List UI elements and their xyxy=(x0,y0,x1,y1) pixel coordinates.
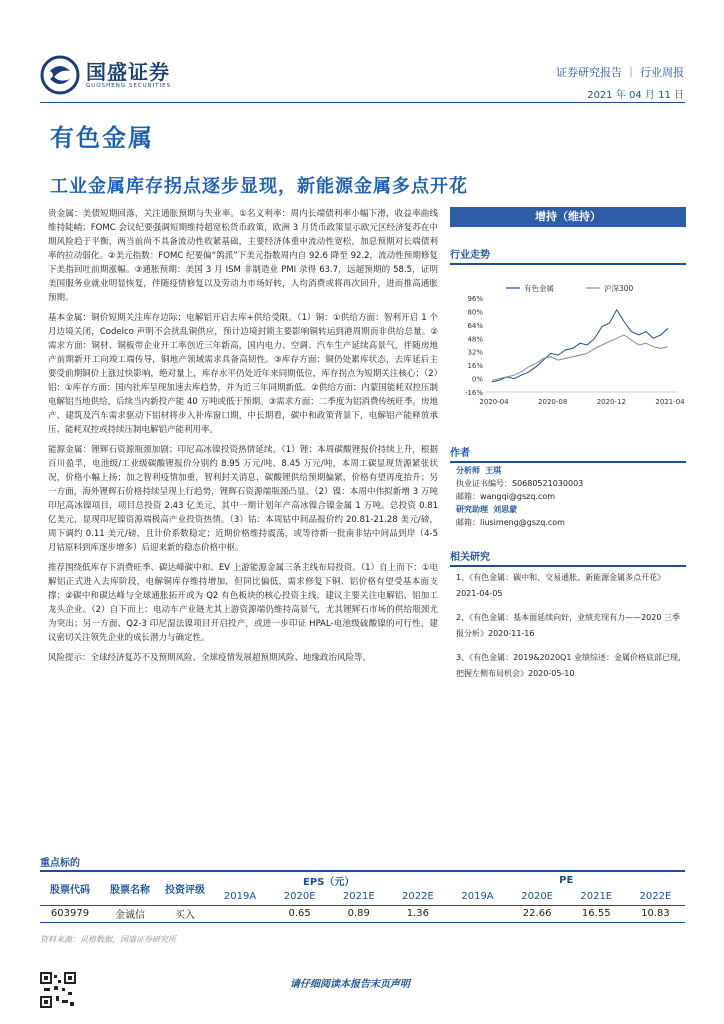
y-tick-label: 16% xyxy=(467,362,483,371)
header-year: 2019A xyxy=(447,888,507,905)
cell-rating: 买入 xyxy=(160,905,210,922)
qr-code-icon xyxy=(40,972,76,1008)
y-tick-label: 0% xyxy=(471,375,483,384)
cell-value: 22.66 xyxy=(508,905,567,922)
y-tick-label: 64% xyxy=(467,321,483,330)
table-row xyxy=(40,905,685,922)
report-type: 证券研究报告 ｜ 行业周报 xyxy=(556,66,684,79)
cell-code: 603979 xyxy=(40,905,100,922)
y-tick-label: 80% xyxy=(467,308,483,317)
header-year: 2022E xyxy=(626,888,685,905)
logo-en-text: GUOSHENG SECURITIES xyxy=(86,83,172,89)
report-body xyxy=(48,207,438,671)
related-list xyxy=(456,570,686,682)
y-tick-label: 96% xyxy=(467,295,483,303)
x-tick-label: 2020-08 xyxy=(538,398,568,406)
legend-label: 有色金属 xyxy=(524,284,554,293)
paragraph-recommendation: 推荐围绕低库存下消费旺季、碳达峰碳中和、EV 上游能源金属三条主线布局投资。（1）自上而下：①电解铝正式进入去库阶段，电解铜库存维持增加，但同比偏低，需求修复下铜、铝价格有望受基本面支撑；②碳中和碳达峰与全球通胀拓开或为 Q2 有色板块的核心投资主线，建议主要关注电解铝、铝加工龙头企业。（2）自下而上：电动车产业链尤其上游资源端仍维持高景气，尤其锂辉石市场的供给瓶颈尤为突出；另一方面、Q2-3 印尼湿法镍项目开启投产，或进一步印证 HPAL-电池级硫酸镍的可行性，建议密切关注领先企业的成长潜力与确定性。 xyxy=(48,563,438,643)
y-tick-label: 48% xyxy=(467,335,483,344)
header-year: 2021E xyxy=(329,888,388,905)
company-logo xyxy=(40,50,195,100)
y-tick-label: -16% xyxy=(464,389,483,397)
data-source: 资料来源：贝格数据，国盛证券研究所 xyxy=(40,935,176,944)
key-stocks-title: 重点标的 xyxy=(40,858,80,869)
header-name: 股票名称 xyxy=(100,871,160,905)
disclaimer: 请仔细阅读本报告末页声明 xyxy=(290,979,410,990)
cell-value: 16.55 xyxy=(567,905,626,922)
header-eps: EPS（元） xyxy=(210,871,447,888)
header-year: 2020E xyxy=(508,888,567,905)
related-item[interactable]: 3、《有色金属：2019&2020Q1 业绩综述：金属价格底部已现，把握左侧布局机会》2020-05-10 xyxy=(456,653,686,678)
trend-title: 行业走势 xyxy=(450,246,686,265)
assistant-email[interactable]: 邮箱：liusimeng@gszq.com xyxy=(456,518,565,527)
header-rating: 投资评级 xyxy=(160,871,210,905)
related-item[interactable]: 2、《有色金属：基本面延续向好，业绩充现有力——2020 三季报分析》2020-11-16 xyxy=(456,613,680,638)
header-year: 2022E xyxy=(388,888,447,905)
analyst-email[interactable]: 邮箱：wangqi@gszq.com xyxy=(456,492,556,501)
analyst-block xyxy=(456,464,686,529)
company-logo-icon xyxy=(40,55,80,95)
authors-title: 作者 xyxy=(450,444,686,463)
paragraph-risk: 风险提示：全球经济复苏不及预期风险、全球疫情发展超预期风险、地缘政治风险等。 xyxy=(48,653,372,663)
header-code: 股票代码 xyxy=(40,871,100,905)
x-tick-label: 2021-04 xyxy=(655,398,685,406)
cell-value: 0.89 xyxy=(329,905,388,922)
trend-chart xyxy=(456,280,686,410)
analyst-label: 分析师 xyxy=(456,466,480,475)
related-title: 相关研究 xyxy=(450,548,686,567)
cell-value: 1.36 xyxy=(388,905,447,922)
x-tick-label: 2020-04 xyxy=(479,398,509,406)
analyst-name: 王琪 xyxy=(485,466,502,475)
header-year: 2019A xyxy=(210,888,270,905)
assistant-name: 刘思蒙 xyxy=(493,505,518,514)
related-item[interactable]: 1、《有色金属：碳中和、交易通胀、新能源金属多点开花》2021-04-05 xyxy=(456,573,666,598)
rating-badge: 增持（维持） xyxy=(450,207,686,227)
header-year: 2021E xyxy=(567,888,626,905)
cell-name: 金诚信 xyxy=(100,905,160,922)
legend-label: 沪深300 xyxy=(604,284,634,293)
report-headline: 工业金属库存拐点逐步显现，新能源金属多点开花 xyxy=(50,176,468,197)
report-date: 2021 年 04 月 11 日 xyxy=(587,90,684,101)
y-tick-label: 32% xyxy=(467,348,483,357)
logo-cn-text: 国盛证券 xyxy=(86,60,170,84)
assistant-label: 研究助理 xyxy=(456,505,488,514)
cell-value: 10.83 xyxy=(626,905,685,922)
paragraph-base-metals: 基本金属：铜价短期关注库存边际；电解铝开启去库+供给受限。（1）铜：①供给方面：智利开启 1 个月边境关闭，Codelco 声明不会扰乱铜供应，预计边境封锁主要影响铜转运到港周期而非供给总量。②需求方面：铜材、铜板带企业开工率创近三年新高，国内电力、空调、汽车生产延续高景气，伴随房地产前期新开工向竣工端传导，铜地产领域需求具备高韧性。③库存方面：铜仍处累库状态，去库延后主要受前期铜价上涨过快影响，绝对量上，库存水平仍处近年来同期低位，库存拐点为短期关注核心；（2）铝：①库存方面：国内社库呈现加速去库趋势，并为近三年同期新低。②供给方面：内蒙国能耗双控压制电解铝当地供给，后续当内新投产能 40 万吨或低于预期。③需求方面：二季度为铝消费传统旺季，房地产、建筑及汽车需求驱动下铝材将步入补库窗口期，中长期看，碳中和政策背景下，电解铝产能释放承压、能耗双控或持续压制电解铝产能利用率。 xyxy=(48,313,438,435)
series-line-csi300 xyxy=(492,335,668,380)
series-line-metals xyxy=(492,310,668,382)
header-divider xyxy=(40,102,685,103)
header-year: 2020E xyxy=(270,888,329,905)
sector-title: 有色金属 xyxy=(50,124,154,152)
analyst-cert: 执业证书编号：S0680521030003 xyxy=(456,479,584,488)
cell-value: 0.65 xyxy=(270,905,329,922)
cell-value xyxy=(210,905,270,922)
paragraph-energy-metals: 能源金属：锂辉石资源瓶颈加剧；印尼高冰镍投资热情延续。（1）锂：本周碳酸锂报价持续上升，根据百川盈孚，电池级/工业级碳酸锂报价分别约 8.95 万元/吨、8.45 万元/吨，本周工碳显现货源紧张状况，价格小幅上扬；加之智利疫情加重，智利封关消息，碳酸锂供给预期偏紧，价格有望再度抬升；另一方面，海外锂辉石价格持续呈现上行趋势，锂辉石资源端瓶颈凸显。（2）镍：本周中伟拟新增 3 万吨印尼高冰镍项目，项目总投资 2.43 亿美元，其中一期计划年产高冰镍合镍金属 1 万吨。总投资 0.81 亿美元，显现印尼镍资源端极高产业投资热情。（3）钴：本周钴中间品报价约 20.81-21.28 美元/磅，周下调约 0.11 美元/磅，且计价系数稳定；近期价格维持震荡，或等待新一批南非钴中间品到岸（4-5 月钴原料到库逐步增多）后迎来新的稳态价格中枢。 xyxy=(48,445,438,553)
key-stocks-table xyxy=(40,870,685,923)
x-tick-label: 2020-12 xyxy=(596,398,626,406)
paragraph-precious-metals: 贵金属：美债短期回落，关注通胀预期与失业率。①名义利率：周内长端债利率小幅下滑，收益率曲线维持陡峭；FOMC 会议纪要强调短期维持超宽松货币政策，欧洲 3 月货币政策显示欧元区经济复苏在中期风险趋于平衡，两当前尚不具备流动性收紧基础，主要经济体重申流动性宽松，加息预期对长端债利率的拉动弱化。②美元指数：FOMC 纪要偏“鸽派”下美元指数周内自 92.6 降至 92.2，流动性预期修复下美指回吐前期涨幅。③通胀预期：美国 3 月 ISM 非制造业 PMI 录得 63.7，远超预期的 58.5，证明美国服务业就业明显恢复，伴随疫情修复以及劳动力市场好转，人均消费或将再次回升，进而推高通胀预期。 xyxy=(48,209,438,303)
cell-value xyxy=(447,905,507,922)
header-pe: PE xyxy=(447,871,685,888)
